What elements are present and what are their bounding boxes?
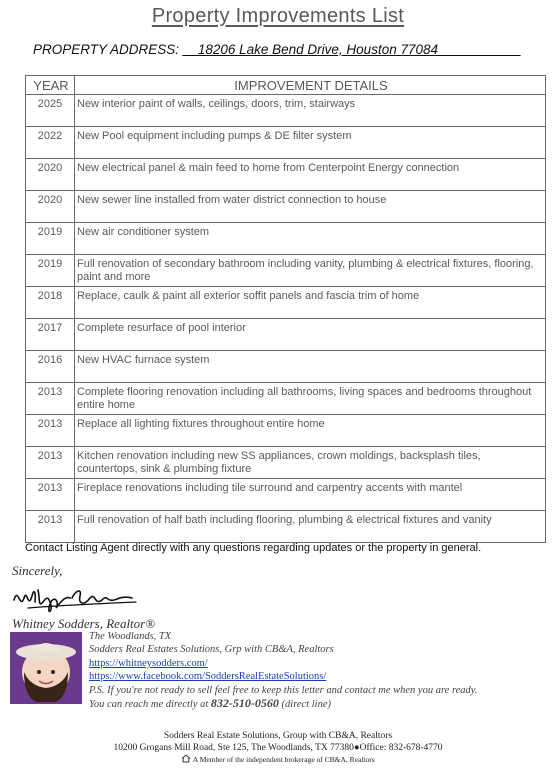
year-cell: 2025 — [26, 95, 75, 127]
ps-note: P.S. If you're not ready to sell feel free to keep this letter and contact me when you are ready. — [89, 684, 478, 696]
website-link[interactable]: https://whitneysodders.com/ — [89, 657, 208, 669]
closing-text: Sincerely, — [12, 563, 63, 578]
year-cell: 2013 — [26, 511, 75, 543]
year-cell: 2022 — [26, 127, 75, 159]
table-row — [26, 511, 546, 543]
improvement-detail-cell: Replace all lighting fixtures throughout entire home — [75, 415, 546, 447]
improvement-detail-cell: Fireplace renovations including tile surround and carpentry accents with mantel — [75, 479, 546, 511]
improvement-detail-cell: Kitchen renovation including new SS appliances, crown moldings, backsplash tiles, countertops, sink & plumbing fixture — [75, 447, 546, 479]
footer-company: Sodders Real Estate Solutions, Group with CB&A, Realtors — [163, 731, 393, 741]
year-cell: 2019 — [26, 223, 75, 255]
footer — [0, 730, 556, 767]
table-row — [26, 223, 546, 255]
year-cell: 2013 — [26, 383, 75, 415]
improvement-detail-cell: Replace, caulk & paint all exterior soffit panels and fascia trim of home — [75, 287, 546, 319]
year-cell: 2019 — [26, 255, 75, 287]
facebook-link[interactable]: https://www.facebook.com/SoddersRealEstateSolutions/ — [89, 671, 327, 683]
year-cell: 2020 — [26, 191, 75, 223]
year-cell: 2013 — [26, 415, 75, 447]
agent-photo — [10, 632, 82, 704]
table-row — [26, 95, 546, 127]
reach-prefix: You can reach me directly at — [89, 699, 211, 711]
phone-number: 832-510-0560 — [210, 696, 279, 711]
table-row — [26, 383, 546, 415]
improvements-table — [25, 75, 546, 543]
improvement-detail-cell: Complete resurface of pool interior — [75, 319, 546, 351]
year-cell: 2016 — [26, 351, 75, 383]
table-row — [26, 191, 546, 223]
table-row — [26, 127, 546, 159]
year-cell: 2018 — [26, 287, 75, 319]
improvement-detail-cell: New Pool equipment including pumps & DE filter system — [75, 127, 546, 159]
year-cell: 2020 — [26, 159, 75, 191]
agent-info — [89, 630, 478, 711]
agent-company: Sodders Real Estates Solutions, Grp with CB&A, Realtors — [89, 644, 334, 656]
improvement-detail-cell: Full renovation of half bath including flooring, plumbing & electrical fixtures and vanity — [75, 511, 546, 543]
table-row — [26, 447, 546, 479]
table-row — [26, 415, 546, 447]
house-icon — [181, 754, 191, 767]
year-cell: 2013 — [26, 447, 75, 479]
property-address-value: __18206 Lake Bend Drive, Houston 77084___________ — [182, 42, 521, 57]
table-row — [26, 159, 546, 191]
agent-name: Whitney Sodders, Realtor® — [12, 616, 156, 631]
table-row — [26, 479, 546, 511]
year-cell: 2013 — [26, 479, 75, 511]
column-header-details: IMPROVEMENT DETAILS — [75, 76, 546, 95]
member-text: A Member of the independent brokerage of CB&A, Realtors — [192, 755, 375, 765]
agent-city: The Woodlands, TX — [89, 631, 172, 642]
improvement-detail-cell: New sewer line installed from water district connection to house — [75, 191, 546, 223]
column-header-year: YEAR — [26, 76, 75, 95]
improvement-detail-cell: New air conditioner system — [75, 223, 546, 255]
table-row — [26, 287, 546, 319]
reach-suffix: (direct line) — [278, 699, 331, 711]
footer-address: 10200 Grogans Mill Road, Ste 125, The Woodlands, TX 77380●Office: 832-678-4770 — [113, 743, 443, 753]
improvement-detail-cell: New interior paint of walls, ceilings, doors, trim, stairways — [75, 95, 546, 127]
table-row — [26, 319, 546, 351]
page-title: Property Improvements List — [151, 5, 405, 27]
property-address-label: PROPERTY ADDRESS: — [33, 42, 180, 57]
reach-line — [89, 697, 478, 711]
handwritten-signature — [10, 576, 150, 618]
improvement-detail-cell: Complete flooring renovation including all bathrooms, living spaces and bedrooms throughout entire home — [75, 383, 546, 415]
table-row — [26, 255, 546, 287]
footer-member-line — [0, 754, 556, 767]
table-row — [26, 351, 546, 383]
property-address — [33, 42, 521, 57]
contact-note: Contact Listing Agent directly with any questions regarding updates or the property in general. — [25, 542, 482, 554]
improvement-detail-cell: New HVAC furnace system — [75, 351, 546, 383]
year-cell: 2017 — [26, 319, 75, 351]
improvement-detail-cell: New electrical panel & main feed to home from Centerpoint Energy connection — [75, 159, 546, 191]
improvement-detail-cell: Full renovation of secondary bathroom including vanity, plumbing & electrical fixtures, flooring, paint and more — [75, 255, 546, 287]
